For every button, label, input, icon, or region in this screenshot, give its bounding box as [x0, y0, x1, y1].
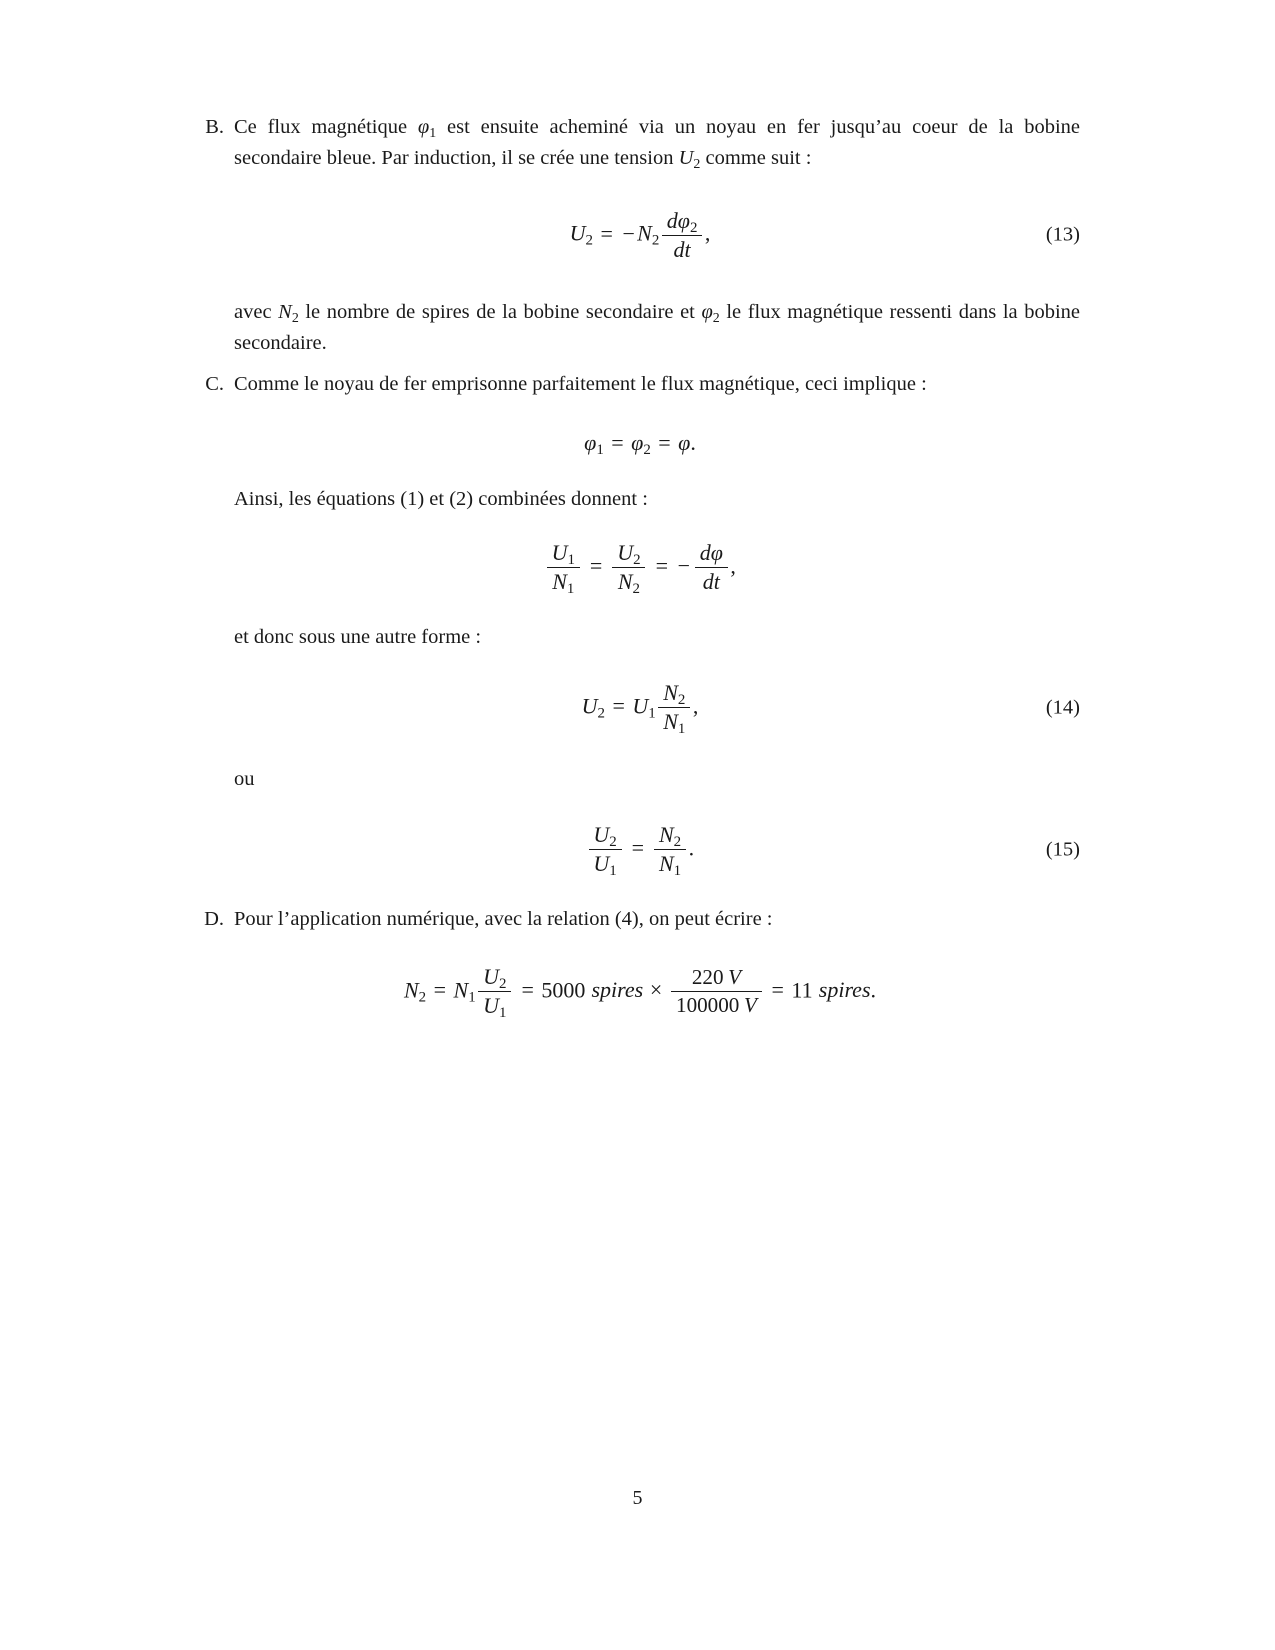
para-avec-text-3: le flux magnétique ressenti dans la bobine secondaire. — [234, 300, 1080, 354]
equation-14-block — [200, 681, 1080, 736]
equation-ratio: $\frac{U_1}{N_1}$ = $\frac{U_2}{N_2}$ = − $\frac{d\varphi}{dt}$ , — [544, 541, 736, 596]
equation-14: $U_2 = U_1$ $\frac{N_2}{N_1}$ , — [581, 680, 699, 738]
list-marker-c: C. — [205, 372, 224, 395]
list-item-c — [200, 369, 1080, 400]
equation-15-block — [200, 823, 1080, 878]
inline-math-phi1: $\varphi_1$ — [417, 116, 437, 141]
item-b-text-1: Ce flux magnétique — [234, 116, 418, 138]
list-item-d — [200, 904, 1080, 935]
list-body-c — [234, 369, 1080, 400]
equation-phi-block — [200, 429, 1080, 459]
equation-ratio-block — [200, 541, 1080, 596]
page-content — [200, 112, 1080, 1020]
fraction-dphi-dt: $\frac{d\varphi}{dt}$ — [695, 540, 728, 595]
list-item-b — [200, 112, 1080, 174]
equation-numeric-block — [200, 965, 1080, 1020]
para-avec-text-2: le nombre de spires de la bobine secondaire et — [298, 300, 702, 323]
equation-numeric-application: $N_2 = N_1$ $\frac{U_2}{U_1}$ = 5000 spires × $\frac{220 V}{100000 V}$ = 11 spires. — [403, 964, 877, 1022]
item-b-text-3: comme suit : — [700, 147, 812, 169]
equation-phi-equality: $\varphi_1 = \varphi_2 = \varphi$. — [584, 429, 696, 459]
fraction-u2-n2: $\frac{U_2}{N_2}$ — [612, 540, 645, 595]
inline-math-u2: $U_2$ — [678, 147, 701, 172]
fraction-n2-n1-eq15: $\frac{N_2}{N_1}$ — [654, 822, 686, 877]
equation-13-block — [200, 208, 1080, 263]
paragraph-ou: ou — [234, 767, 255, 790]
page-number: 5 — [632, 1487, 643, 1509]
fraction-n2-n1: $\frac{N_2}{N_1}$ — [658, 680, 690, 735]
inline-math-n2: $N_2$ — [278, 300, 299, 326]
list-marker-d: D. — [204, 907, 224, 930]
item-d-text: Pour l’application numérique, avec la relation (4), on peut écrire : — [234, 907, 773, 930]
fraction-u2-u1-numeric: $\frac{U_2}{U_1}$ — [478, 964, 511, 1019]
equation-tag-13: (13) — [1045, 223, 1080, 246]
fraction-dphi2-dt: $\frac{d\varphi_2}{dt}$ — [662, 208, 702, 263]
equation-tag-14: (14) — [1045, 696, 1080, 719]
paragraph-avec-n2 — [234, 297, 1080, 359]
item-c-text: Comme le noyau de fer emprisonne parfaitement le flux magnétique, ceci implique : — [234, 372, 927, 395]
list-body-b — [234, 112, 1080, 174]
equation-tag-15: (15) — [1045, 838, 1080, 861]
equation-13: $U_2 = -N_2$ $\frac{d\varphi_2}{dt}$ , — [569, 207, 711, 262]
paragraph-et-donc: et donc sous une autre forme : — [234, 625, 482, 648]
list-body-d — [234, 904, 1080, 935]
list-marker-b: B. — [205, 116, 224, 138]
item-b-text-2: est ensuite acheminé via un noyau en fer jusqu’au coeur de la bobine secondaire bleue. Par induction, il se crée une tension — [234, 116, 1080, 169]
equation-15: $\frac{U_2}{U_1}$ = $\frac{N_2}{N_1}$ . — [586, 823, 694, 878]
fraction-voltage-ratio: $\frac{220 V}{100000 V}$ — [671, 965, 761, 1018]
fraction-u1-n1: $\frac{U_1}{N_1}$ — [547, 540, 580, 595]
para-avec-text-1: avec — [234, 300, 279, 323]
paragraph-ainsi: Ainsi, les équations (1) et (2) combinées donnent : — [234, 487, 648, 510]
fraction-u2-u1: $\frac{U_2}{U_1}$ — [589, 822, 622, 877]
inline-math-phi2: $\varphi_2$ — [701, 300, 720, 326]
